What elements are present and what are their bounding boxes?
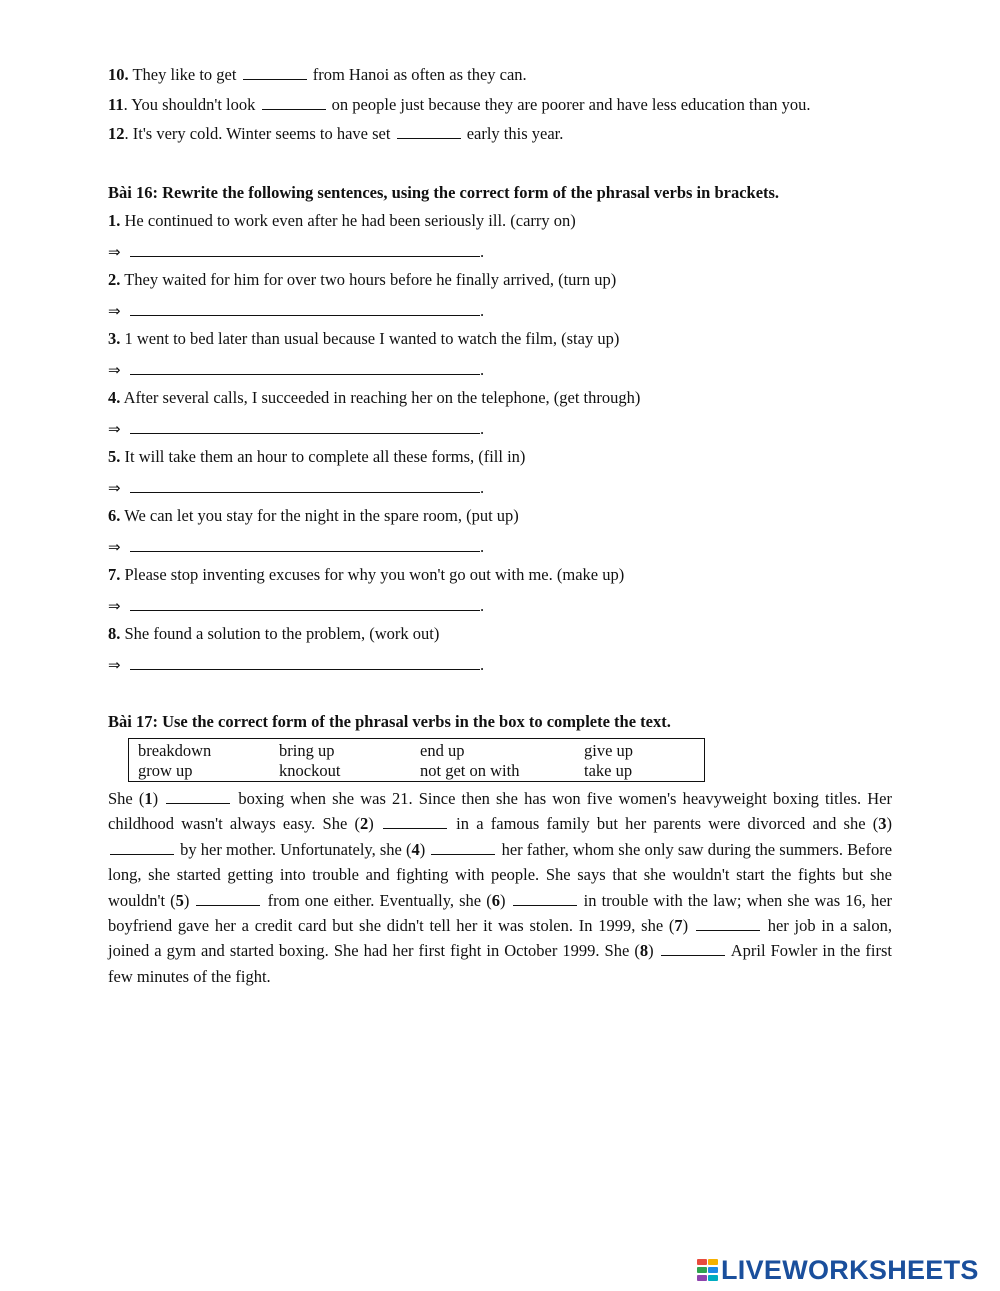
gap-blank-8[interactable] xyxy=(661,941,725,956)
text-run: boxing when she was 21. Since then she has won five women's heavyweight boxing titles. Her childhood wasn't always easy. She ( xyxy=(108,789,892,834)
ex16-question-2 xyxy=(108,270,616,290)
question-text: Please stop inventing excuses for why you won't go out with me. (make up) xyxy=(124,565,625,584)
exercise-16-heading: Bài 16: Rewrite the following sentences, using the correct form of the phrasal verbs in brackets. xyxy=(108,183,780,202)
gap-blank-7[interactable] xyxy=(696,916,760,931)
answer-blank[interactable] xyxy=(397,124,461,139)
logo-text: LIVEWORKSHEETS xyxy=(721,1254,979,1285)
arrow-icon: ⇒ xyxy=(108,420,121,438)
question-text: 1 went to bed later than usual because I wanted to watch the film, (stay up) xyxy=(124,329,620,348)
ex16-answer-7[interactable] xyxy=(108,596,484,616)
gap-blank-6[interactable] xyxy=(513,891,577,906)
question-text: We can let you stay for the night in the spare room, (put up) xyxy=(124,506,519,525)
text-run: her father, whom she only saw during the summers. Before long, she started getting into trouble and fighting with people. She says that she wouldn't start the fights but she wouldn't ( xyxy=(108,839,893,910)
gap-blank-1[interactable] xyxy=(166,789,230,804)
gap-number: 1 xyxy=(144,789,153,808)
period: . xyxy=(480,655,485,674)
answer-line[interactable] xyxy=(130,478,480,493)
question-text: After several calls, I succeeded in reaching her on the telephone, (get through) xyxy=(123,388,641,407)
gap-number: 6 xyxy=(491,890,500,910)
text-run: ) xyxy=(368,814,374,834)
gap-number: 5 xyxy=(175,890,184,910)
sentence-10 xyxy=(108,65,527,85)
sentence-11 xyxy=(108,95,810,115)
arrow-icon: ⇒ xyxy=(108,479,121,497)
text-run: ) xyxy=(648,941,654,961)
arrow-icon: ⇒ xyxy=(108,361,121,379)
arrow-icon: ⇒ xyxy=(108,538,121,556)
gap-blank-4[interactable] xyxy=(431,840,495,855)
question-text: He continued to work even after he had been seriously ill. (carry on) xyxy=(124,211,576,230)
gap-blank-2[interactable] xyxy=(383,814,447,829)
gap-blank-3[interactable] xyxy=(110,840,174,855)
arrow-icon: ⇒ xyxy=(108,656,121,674)
liveworksheets-logo xyxy=(697,1255,979,1285)
question-text: She found a solution to the problem, (work out) xyxy=(124,624,440,643)
cloze-paragraph xyxy=(108,786,892,989)
ex16-question-4 xyxy=(108,388,640,408)
exercise-17-heading: Bài 17: Use the correct form of the phrasal verbs in the box to complete the text. xyxy=(108,712,671,731)
text-run: her job in a salon, joined a gym and started boxing. She had her first fight in October 1999. She ( xyxy=(108,916,893,961)
period: . xyxy=(480,242,485,261)
ex16-answer-5[interactable] xyxy=(108,478,484,498)
ex16-answer-2[interactable] xyxy=(108,301,484,321)
item-number: 4. xyxy=(108,388,121,407)
gap-number: 2 xyxy=(359,814,369,834)
sentence-text: early this year. xyxy=(466,124,564,143)
text-run: ) xyxy=(682,916,689,936)
item-number: 6. xyxy=(108,506,121,525)
text-run: She ( xyxy=(108,789,145,808)
period: . xyxy=(480,419,485,438)
text-run: ) xyxy=(152,789,159,808)
word-box-item: end up xyxy=(420,741,465,760)
ex16-question-7 xyxy=(108,565,624,585)
period: . xyxy=(480,301,485,320)
ex16-answer-3[interactable] xyxy=(108,360,484,380)
sentence-12 xyxy=(108,124,563,144)
item-number: 1. xyxy=(108,211,121,230)
ex16-answer-1[interactable] xyxy=(108,242,484,262)
word-box-item: breakdown xyxy=(138,741,212,760)
word-box-item: bring up xyxy=(279,741,335,760)
ex16-question-5 xyxy=(108,447,525,467)
answer-line[interactable] xyxy=(130,655,480,670)
answer-line[interactable] xyxy=(130,242,480,257)
item-number: 7. xyxy=(108,565,121,584)
arrow-icon: ⇒ xyxy=(108,302,121,320)
question-text: It will take them an hour to complete all these forms, (fill in) xyxy=(124,447,526,466)
arrow-icon: ⇒ xyxy=(108,243,121,261)
item-number: 12 xyxy=(108,124,125,143)
text-run: ) xyxy=(419,839,426,859)
text-run: in trouble with the law; when she was 16, her boyfriend gave her a credit card but she didn't tell her it was stolen. In 1999, she ( xyxy=(108,890,893,936)
period: . xyxy=(480,537,485,556)
gap-number: 8 xyxy=(639,941,649,961)
answer-line[interactable] xyxy=(130,419,480,434)
word-box-item: give up xyxy=(584,741,634,760)
item-number: 10. xyxy=(108,65,129,84)
word-box-item: take up xyxy=(584,761,633,780)
ex16-question-8 xyxy=(108,624,439,644)
ex16-question-3 xyxy=(108,329,619,349)
answer-blank[interactable] xyxy=(262,95,326,110)
text-run: ) xyxy=(886,814,892,834)
ex16-answer-4[interactable] xyxy=(108,419,484,439)
item-number: 3. xyxy=(108,329,121,348)
ex16-answer-6[interactable] xyxy=(108,537,484,557)
sentence-text: They like to get xyxy=(132,65,237,84)
item-number: 8. xyxy=(108,624,121,643)
text-run: April Fowler in the first few minutes of the fight. xyxy=(108,941,892,986)
sentence-text: . It's very cold. Winter seems to have set xyxy=(124,124,391,143)
word-box-item: grow up xyxy=(138,761,193,780)
sentence-text: on people just because they are poorer and have less education than you. xyxy=(331,95,811,114)
liveworksheets-logo-icon xyxy=(697,1257,719,1283)
answer-line[interactable] xyxy=(130,360,480,375)
answer-blank[interactable] xyxy=(243,65,307,80)
text-run: by her mother. Unfortunately, she ( xyxy=(180,839,412,859)
ex16-question-6 xyxy=(108,506,519,526)
question-text: They waited for him for over two hours before he finally arrived, (turn up) xyxy=(124,270,617,289)
word-box-item: knockout xyxy=(279,761,341,780)
period: . xyxy=(480,478,485,497)
period: . xyxy=(480,596,485,615)
answer-line[interactable] xyxy=(130,537,480,552)
item-number: 2. xyxy=(108,270,121,289)
sentence-text: from Hanoi as often as they can. xyxy=(312,65,527,84)
text-run: ) xyxy=(499,890,506,910)
text-run: in a famous family but her parents were divorced and she ( xyxy=(456,814,879,834)
sentence-text: . You shouldn't look xyxy=(123,95,256,114)
text-run: from one either. Eventually, she ( xyxy=(267,890,492,910)
gap-blank-5[interactable] xyxy=(196,891,260,906)
ex16-question-1 xyxy=(108,211,576,231)
text-run: ) xyxy=(183,890,190,910)
arrow-icon: ⇒ xyxy=(108,597,121,615)
answer-line[interactable] xyxy=(130,596,480,611)
word-box xyxy=(128,738,705,782)
item-number: 5. xyxy=(108,447,121,466)
item-number: 11 xyxy=(108,95,124,114)
gap-number: 7 xyxy=(674,916,683,936)
gap-number: 3 xyxy=(878,814,887,834)
ex16-answer-8[interactable] xyxy=(108,655,484,675)
gap-number: 4 xyxy=(411,839,420,859)
word-box-item: not get on with xyxy=(420,761,520,780)
period: . xyxy=(480,360,485,379)
answer-line[interactable] xyxy=(130,301,480,316)
